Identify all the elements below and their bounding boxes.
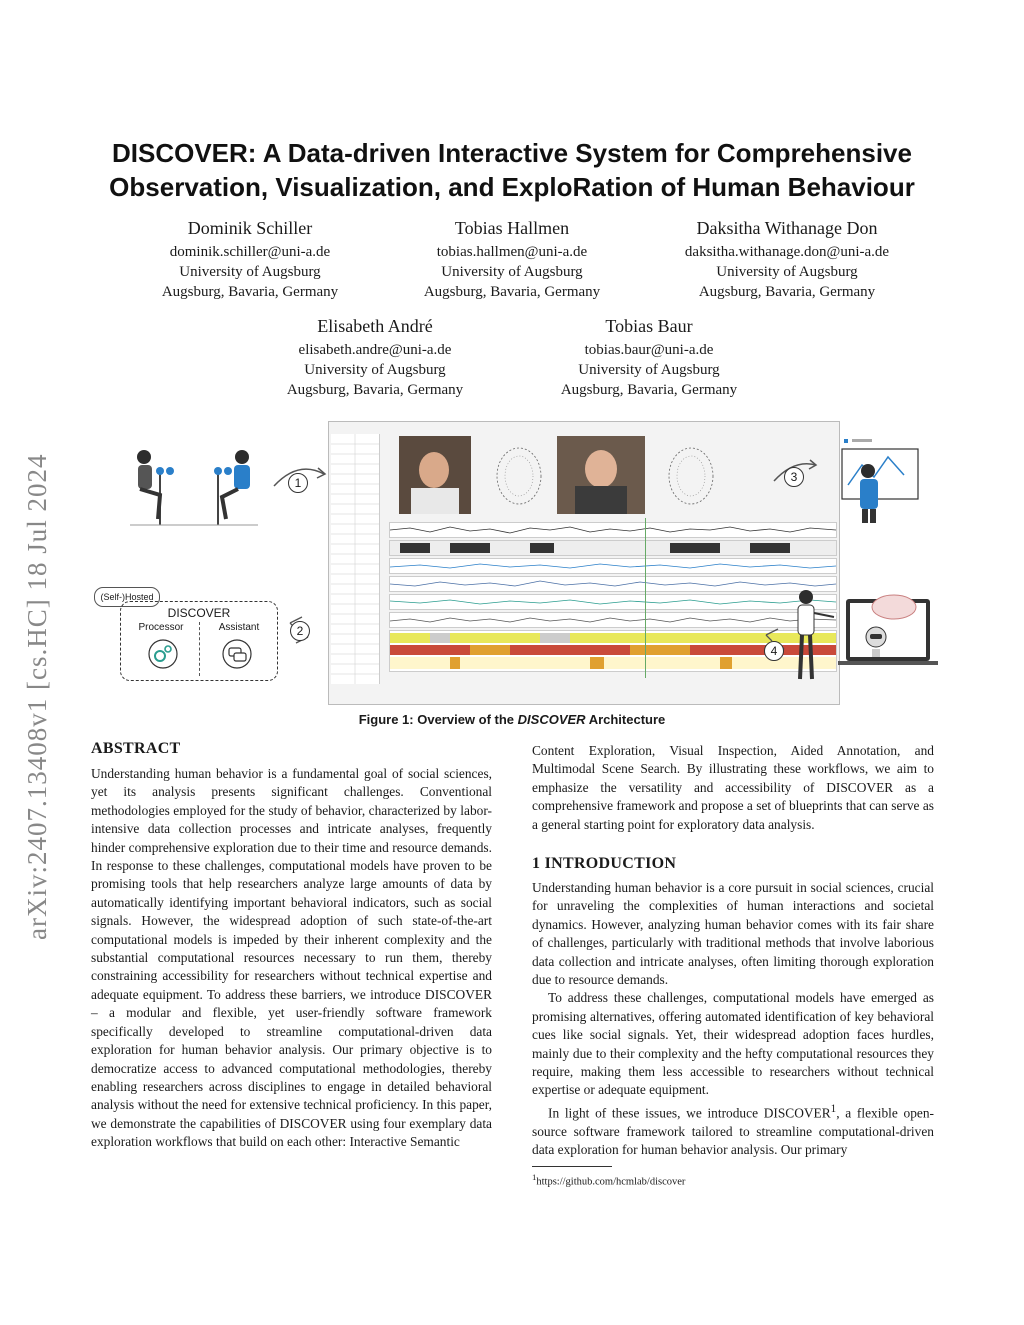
author-location: Augsburg, Bavaria, Germany	[161, 284, 339, 300]
shirt-image	[411, 488, 459, 514]
author-name: Daksitha Withanage Don	[696, 218, 878, 238]
abstract-paragraph: Understanding human behavior is a fundamental goal of social sciences, yet its analysis presents significant challenges. Conventional methodologies employed for the study of behavior, characterized by labor-intensive data collection processes and intricate analyses, frequently hinder comprehensive exploration due to their time and resource demands. In response to these challenges, computational models have proven to be promising tools that help researchers analyze large amounts of data by automatically identifying important behavioral indicators, such as social signals. However, the widespread adoption of such state-of-the-art computational models is impeded by their inherent complexity and the substantial computational resources necessary to run them, thereby constraining accessibility for researchers without technical expertise and adequate equipment. To address these barriers, we introduce DISCOVER – a modular and flexible, yet user-friendly software framework specifically developed to streamline computational-driven data exploration for human behavior analysis. Our primary objective is to democratize access to advanced computational methodologies, thereby enabling researchers across disciplines to engage in detailed behavioral analysis without the need for extensive technical proficiency. In this paper, we demonstrate the capabilities of DISCOVER using four exemplary data exploration workflows that build on each other: Interactive Semantic	[91, 766, 492, 1150]
abstract-paragraph-continued: Content Exploration, Visual Inspection, Aided Annotation, and Multimodal Scene Search. By illustrating these workflows, we aim to emphasize the versatility and accessibility of DISCOVER as a comprehensive framework and propose a set of blueprints that can serve as a general starting point for exploratory data analysis.	[532, 743, 934, 832]
abstract-heading: ABSTRACT	[91, 740, 181, 757]
footnote-marker[interactable]: 1	[830, 1102, 837, 1115]
stat-list-panel	[331, 434, 380, 684]
face-mesh-1	[489, 440, 549, 510]
author-email: elisabeth.andre@uni-a.de	[298, 342, 452, 358]
author-email: daksitha.withanage.don@uni-a.de	[684, 244, 890, 260]
signal-track	[389, 558, 837, 574]
author-affiliation: University of Augsburg	[304, 362, 446, 378]
assistant-label: Assistant	[218, 622, 260, 633]
discover-box	[120, 601, 278, 681]
playhead-cursor	[645, 518, 646, 678]
author-name: Tobias Baur	[605, 316, 693, 336]
author-location: Augsburg, Bavaria, Germany	[698, 284, 876, 300]
author-email: tobias.baur@uni-a.de	[584, 342, 714, 358]
person-face-image	[585, 450, 617, 488]
person-with-assistant-robot-illustration	[794, 587, 940, 687]
author-name: Tobias Hallmen	[454, 218, 570, 238]
signal-track	[389, 576, 837, 592]
assistant-chat-icon	[221, 638, 253, 670]
arxiv-identifier: arXiv:2407.13408v1 [cs.HC] 18 Jul 2024	[22, 453, 52, 940]
discover-ui-screenshot	[328, 421, 840, 705]
caption-emphasis: DISCOVER	[517, 712, 586, 727]
author-name: Dominik Schiller	[187, 218, 313, 238]
processor-label: Processor	[138, 622, 184, 633]
figure-caption	[60, 712, 964, 727]
author-affiliation: University of Augsburg	[179, 264, 321, 280]
introduction-body	[532, 879, 934, 1160]
footnote-rule	[532, 1166, 612, 1167]
footnote-number: 1	[532, 1172, 537, 1182]
author-affiliation: University of Augsburg	[716, 264, 858, 280]
author-email: dominik.schiller@uni-a.de	[169, 244, 331, 260]
step-number-badge: 1	[288, 473, 308, 493]
footnote	[532, 1172, 685, 1188]
step-number-badge: 3	[784, 467, 804, 487]
self-hosted-cloud-label: (Self-)Hosted	[94, 587, 160, 607]
annotation-track	[389, 540, 837, 556]
signal-track	[389, 612, 837, 628]
intro-paragraph-2: To address these challenges, computational models have emerged as promising alternatives, offering automated identification of key behavioral cues like social signals. Yet, their widespread adoption faces hurdles, mainly due to their complexity and the hefty computational resources they require, making them less accessible to researchers without technical expertise or adequate equipment.	[532, 990, 934, 1098]
intro-paragraph-1: Understanding human behavior is a core pursuit in social sciences, crucial for unraveling the complexities of human interactions and societal dynamics. However, analyzing human behavior comes with its fair share of challenges, particularly with traditional methods that involve laborious data collection and intricate analyses, often limiting thorough exploration due to resource demands.	[532, 880, 934, 988]
title-line-1: DISCOVER: A Data-driven Interactive System for Comprehensive	[112, 138, 912, 168]
intro-paragraph-3	[532, 1100, 934, 1160]
discover-label: DISCOVER	[167, 606, 231, 620]
author-block	[382, 216, 642, 302]
author-location: Augsburg, Bavaria, Germany	[423, 284, 601, 300]
shirt-image	[575, 486, 627, 514]
footnote-url[interactable]: https://github.com/hcmlab/discover	[536, 1176, 686, 1188]
abstract-continuation	[532, 742, 934, 834]
author-name: Elisabeth André	[317, 316, 433, 336]
person-inspecting-chart-illustration	[830, 435, 930, 525]
intro-paragraph-3-start: In light of these issues, we introduce DISCOVER	[548, 1105, 831, 1121]
divider	[199, 622, 200, 676]
author-block	[519, 314, 779, 400]
intro-paragraph-3-end: , a flexible open-source software framework tailored to streamline computational-driven data exploration for human behavior analysis. Our primary	[532, 1105, 934, 1158]
signal-track	[389, 522, 837, 538]
architecture-figure	[90, 415, 940, 705]
signal-track	[389, 594, 837, 610]
face-mesh-2	[661, 440, 721, 510]
author-affiliation: University of Augsburg	[578, 362, 720, 378]
author-block	[245, 314, 505, 400]
author-email: tobias.hallmen@uni-a.de	[436, 244, 588, 260]
author-location: Augsburg, Bavaria, Germany	[286, 382, 464, 398]
author-block	[120, 216, 380, 302]
processor-gears-icon	[147, 638, 179, 670]
step-number-badge: 2	[290, 621, 310, 641]
step-number-badge: 4	[764, 641, 784, 661]
recording-people-illustration	[130, 443, 260, 528]
video-stream-1	[399, 436, 471, 514]
caption-prefix: Figure 1: Overview of the	[358, 712, 518, 727]
author-location: Augsburg, Bavaria, Germany	[560, 382, 738, 398]
caption-suffix: Architecture	[585, 712, 666, 727]
author-affiliation: University of Augsburg	[441, 264, 583, 280]
person-face-image	[419, 452, 449, 488]
paper-title	[60, 136, 964, 204]
introduction-heading: 1 INTRODUCTION	[532, 855, 677, 872]
author-block	[657, 216, 917, 302]
abstract-body	[91, 765, 492, 1152]
video-stream-2	[557, 436, 645, 514]
title-line-2: Observation, Visualization, and ExploRation of Human Behaviour	[109, 172, 915, 202]
